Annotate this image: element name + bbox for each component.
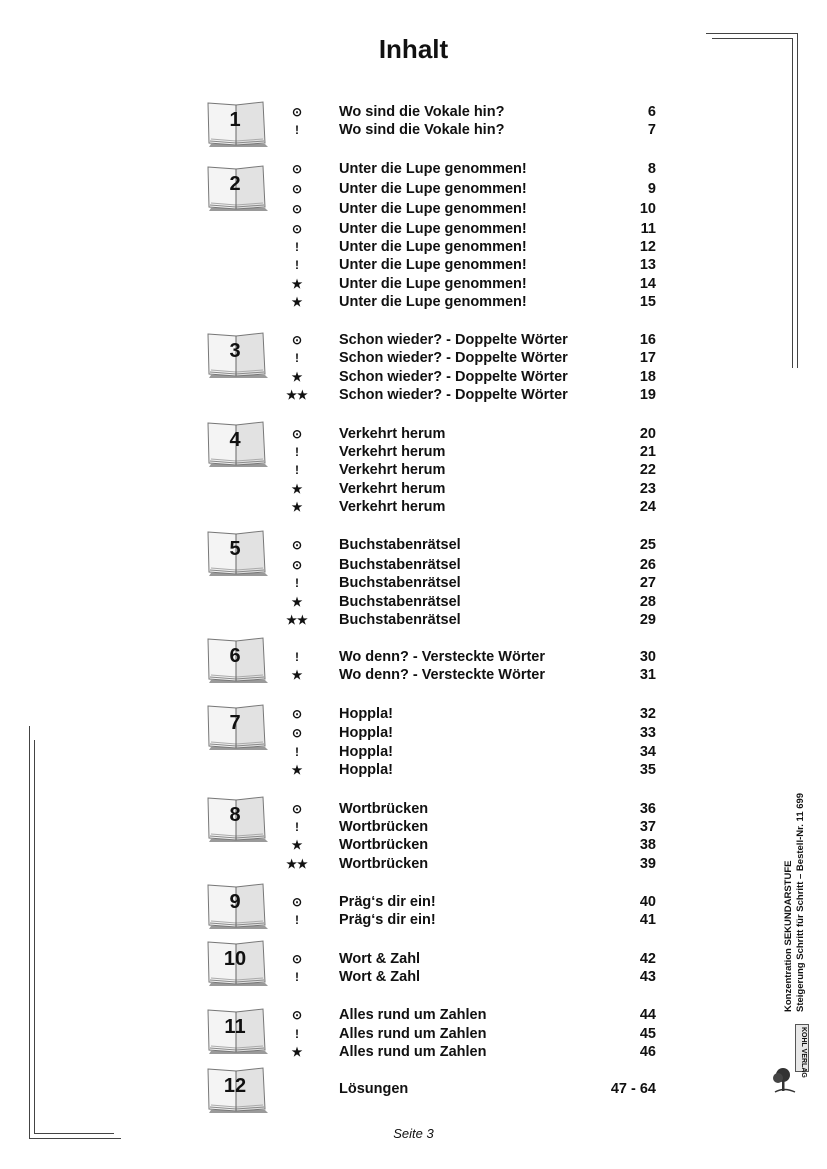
star-icon: ★ [291,668,303,682]
toc-entry [0,200,827,218]
double-star-icon: ★★ [286,857,308,871]
star-icon: ★ [291,1045,303,1059]
entry-title: Verkehrt herum [339,444,446,460]
toc-entry [0,331,827,349]
toc-entry [0,611,827,629]
entry-title: Hoppla! [339,762,393,778]
star-icon: ★ [291,295,303,309]
entry-title: Wort & Zahl [339,951,421,967]
toc-entry [0,761,827,779]
entry-title: Unter die Lupe genommen! [339,161,527,177]
exclamation-icon: ! [295,913,299,927]
toc-entry [0,220,827,238]
toc-entry [0,443,827,461]
chapter-number: 11 [224,1016,246,1038]
entry-title: Wortbrücken [339,837,429,853]
target-circle-icon: ⊙ [291,427,303,441]
entry-title: Lösungen [339,1081,409,1097]
entry-page-number: 33 [639,725,656,741]
entry-title: Hoppla! [339,706,393,722]
entry-page-number: 43 [639,969,656,985]
entry-title: Unter die Lupe genommen! [339,294,527,310]
entry-page-number: 15 [639,294,656,310]
entry-page-number: 18 [639,369,656,385]
double-star-icon: ★★ [286,613,308,627]
toc-entry [0,911,827,929]
entry-title: Buchstabenrätsel [339,557,461,573]
star-icon: ★ [291,370,303,384]
entry-title: Wortbrücken [339,801,429,817]
entry-title: Wo sind die Vokale hin? [339,104,505,120]
entry-title: Wo denn? - Versteckte Wörter [339,649,545,665]
toc-entry [0,349,827,367]
entry-title: Verkehrt herum [339,462,446,478]
entry-title: Schon wieder? - Doppelte Wörter [339,387,568,403]
entry-page-number: 45 [639,1026,656,1042]
entry-title: Präg‘s dir ein! [339,912,436,928]
entry-page-number: 29 [639,612,656,628]
entry-page-number: 38 [639,837,656,853]
entry-title: Schon wieder? - Doppelte Wörter [339,332,568,348]
entry-page-number: 7 [647,122,656,138]
entry-page-number: 26 [639,557,656,573]
toc-entry [0,556,827,574]
entry-page-number: 42 [639,951,656,967]
entry-page-number: 20 [639,426,656,442]
toc-entry [0,256,827,274]
entry-title: Wortbrücken [339,819,429,835]
toc-entry [0,160,827,178]
entry-title: Verkehrt herum [339,426,446,442]
target-circle-icon: ⊙ [291,802,303,816]
exclamation-icon: ! [295,745,299,759]
entry-title: Buchstabenrätsel [339,575,461,591]
entry-page-number: 32 [639,706,656,722]
entry-page-number: 34 [639,744,656,760]
entry-page-number: 28 [639,594,656,610]
publisher-logo [795,1024,809,1078]
entry-page-number: 14 [639,276,656,292]
entry-page-number: 31 [639,667,656,683]
exclamation-icon: ! [295,240,299,254]
entry-title: Präg‘s dir ein! [339,894,436,910]
sidebar-line-2: Steigerung Schritt für Schritt – Bestell-Nr. 11 699 [795,792,806,1012]
entry-page-number: 44 [639,1007,656,1023]
entry-title: Alles rund um Zahlen [339,1044,487,1060]
star-icon: ★ [291,500,303,514]
toc-entry [0,425,827,443]
star-icon: ★ [291,482,303,496]
entry-title: Wo denn? - Versteckte Wörter [339,667,545,683]
toc-entry [0,818,827,836]
entry-page-number: 27 [639,575,656,591]
toc-entry [0,368,827,386]
entry-page-number: 23 [639,481,656,497]
entry-page-number: 36 [639,801,656,817]
target-circle-icon: ⊙ [291,105,303,119]
target-circle-icon: ⊙ [291,707,303,721]
entry-title: Unter die Lupe genommen! [339,239,527,255]
toc-entry [0,574,827,592]
target-circle-icon: ⊙ [291,558,303,572]
entry-page-number: 25 [639,537,656,553]
exclamation-icon: ! [295,576,299,590]
toc-entry [0,855,827,873]
star-icon: ★ [291,595,303,609]
entry-title: Unter die Lupe genommen! [339,221,527,237]
entry-page-number: 16 [639,332,656,348]
toc-entry [0,666,827,684]
entry-page-number: 11 [640,221,656,237]
toc-entry [0,461,827,479]
entry-title: Hoppla! [339,725,393,741]
entry-title: Schon wieder? - Doppelte Wörter [339,369,568,385]
tree-logo-icon [771,1066,797,1094]
target-circle-icon: ⊙ [291,333,303,347]
entry-title: Unter die Lupe genommen! [339,181,527,197]
page-title: Inhalt [378,34,449,64]
entry-title: Wortbrücken [339,856,429,872]
target-circle-icon: ⊙ [291,182,303,196]
entry-title: Alles rund um Zahlen [339,1026,487,1042]
chapter-number: 7 [229,712,241,734]
toc-entry [0,1006,827,1024]
entry-page-number: 39 [639,856,656,872]
exclamation-icon: ! [295,463,299,477]
exclamation-icon: ! [295,1027,299,1041]
sidebar-imprint [783,793,807,1012]
entry-page-number: 10 [639,201,656,217]
star-icon: ★ [291,277,303,291]
toc-entry [0,103,827,121]
toc-entry [0,950,827,968]
entry-title: Alles rund um Zahlen [339,1007,487,1023]
toc-entry [0,121,827,139]
entry-page-number: 8 [647,161,656,177]
entry-page-number: 30 [639,649,656,665]
entry-page-number: 21 [639,444,656,460]
exclamation-icon: ! [295,650,299,664]
entry-page-number: 19 [639,387,656,403]
target-circle-icon: ⊙ [291,726,303,740]
chapter-number: 6 [229,645,241,667]
toc-entry [0,238,827,256]
entry-page-number: 24 [639,499,656,515]
sidebar-line-1: Konzentration SEKUNDARSTUFE [783,860,794,1012]
entry-title: Buchstabenrätsel [339,537,461,553]
toc-entry [0,1025,827,1043]
toc-entry [0,1080,827,1098]
toc-entry [0,275,827,293]
chapter-number: 5 [229,538,241,560]
toc-entry [0,724,827,742]
entry-page-number: 35 [639,762,656,778]
chapter-number: 4 [229,429,241,451]
exclamation-icon: ! [295,445,299,459]
entry-title: Buchstabenrätsel [339,612,461,628]
toc-entry [0,498,827,516]
target-circle-icon: ⊙ [291,952,303,966]
exclamation-icon: ! [295,258,299,272]
star-icon: ★ [291,763,303,777]
publisher-name: KOHL VERLAG [800,1027,807,1078]
entry-page-number: 17 [639,350,656,366]
toc-entry [0,648,827,666]
toc-entry [0,743,827,761]
entry-page-number: 22 [639,462,656,478]
star-icon: ★ [291,838,303,852]
toc-entry [0,800,827,818]
target-circle-icon: ⊙ [291,202,303,216]
chapter-number: 1 [229,109,241,131]
exclamation-icon: ! [295,123,299,137]
entry-page-number: 12 [639,239,656,255]
double-star-icon: ★★ [286,388,308,402]
chapter-number: 10 [223,948,247,970]
entry-page-number: 40 [639,894,656,910]
entry-page-number: 46 [639,1044,656,1060]
entry-title: Wort & Zahl [339,969,421,985]
toc-entry [0,293,827,311]
target-circle-icon: ⊙ [291,162,303,176]
chapter-number: 3 [229,340,241,362]
toc-entry [0,705,827,723]
entry-title: Hoppla! [339,744,393,760]
toc-entry [0,180,827,198]
entry-page-number: 9 [647,181,656,197]
entry-title: Buchstabenrätsel [339,594,461,610]
entry-title: Unter die Lupe genommen! [339,276,527,292]
chapter-number: 2 [229,173,241,195]
toc-entry [0,593,827,611]
entry-title: Verkehrt herum [339,481,446,497]
chapter-number: 9 [229,891,241,913]
page-number-footer: Seite 3 [393,1126,434,1141]
entry-title: Unter die Lupe genommen! [339,201,527,217]
toc-entry [0,836,827,854]
entry-title: Schon wieder? - Doppelte Wörter [339,350,568,366]
target-circle-icon: ⊙ [291,222,303,236]
entry-page-number: 37 [639,819,656,835]
chapter-number: 8 [229,804,241,826]
target-circle-icon: ⊙ [291,538,303,552]
entry-title: Wo sind die Vokale hin? [339,122,505,138]
target-circle-icon: ⊙ [291,895,303,909]
exclamation-icon: ! [295,970,299,984]
entry-page-number: 6 [647,104,656,120]
toc-entry [0,480,827,498]
toc-entry [0,536,827,554]
exclamation-icon: ! [295,820,299,834]
toc-entry [0,386,827,404]
entry-page-number: 41 [639,912,656,928]
entry-title: Unter die Lupe genommen! [339,257,527,273]
entry-title: Verkehrt herum [339,499,446,515]
entry-page-number: 47 - 64 [610,1081,656,1097]
toc-entry [0,1043,827,1061]
exclamation-icon: ! [295,351,299,365]
target-circle-icon: ⊙ [291,1008,303,1022]
entry-page-number: 13 [639,257,656,273]
toc-entry [0,968,827,986]
toc-entry [0,893,827,911]
chapter-number: 12 [223,1075,247,1097]
